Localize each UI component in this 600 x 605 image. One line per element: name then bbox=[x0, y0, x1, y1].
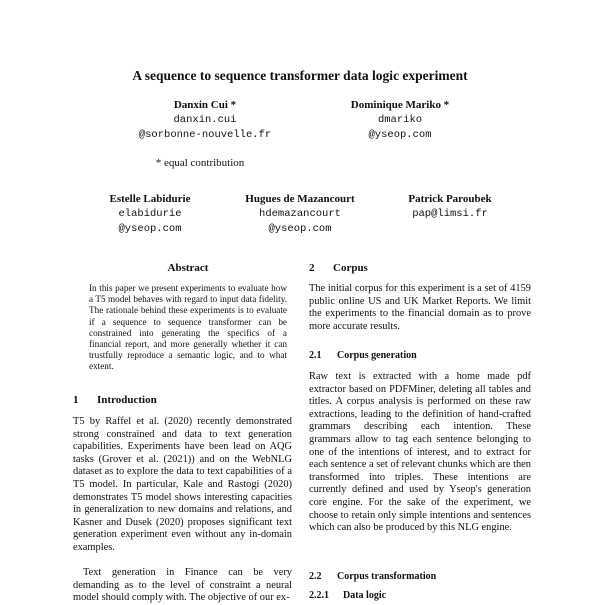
subsubsection-heading-data-logic bbox=[309, 590, 386, 601]
paper-title: A sequence to sequence transformer data logic experiment bbox=[132, 68, 468, 83]
subsection-title: Corpus generation bbox=[337, 350, 417, 361]
author-email-domain: @yseop.com bbox=[268, 223, 332, 235]
subsection-heading-corpus-transformation bbox=[309, 571, 436, 582]
equal-contribution-note: * equal contribution bbox=[155, 157, 245, 169]
section-title: Introduction bbox=[97, 394, 157, 406]
author-name: Patrick Paroubek bbox=[408, 193, 492, 205]
author-name: Danxin Cui * bbox=[173, 99, 237, 111]
intro-paragraph-2: Text generation in Finance can be very demanding as to the level of constraint a neural model should comply with. The objective of our ex- bbox=[73, 567, 292, 604]
author-name: Estelle Labidurie bbox=[109, 193, 191, 205]
author-email-domain: @sorbonne-nouvelle.fr bbox=[138, 129, 272, 141]
subsection-number: 2.1 bbox=[309, 350, 322, 361]
author-block-paroubek bbox=[385, 192, 515, 222]
author-block-cui bbox=[120, 98, 290, 143]
section-number: 1 bbox=[73, 394, 79, 406]
subsection-number: 2.2.1 bbox=[309, 590, 329, 601]
section-title: Corpus bbox=[333, 262, 368, 274]
intro-paragraph-1: T5 by Raffel et al. (2020) recently demonstrated strong constrained and data to text generation capabilities. Experiments have been lead on AQG tasks (Grover et al. (2021)) and on the WebNLG dataset as to explore the data to text capabilities of a T5 model. In particular, Kale and Rastogi (2020) demonstrates T5 model shows interesting capacities in generalization to new domains and relations, and Kasner and Dusek (2020) proposes significant text generation experiment even without any in-domain examples. bbox=[73, 416, 292, 553]
corpus-paragraph: The initial corpus for this experiment is a set of 4159 public online US and UK Market Reports. We limit the experiments to the financial domain as to prove more accurate results. bbox=[309, 283, 531, 332]
abstract-text: In this paper we present experiments to evaluate how a T5 model behaves with regard to input data fidelity. The rationale behind these experiments is to evaluate if a sequence to sequence transformer can be constrained into generating the specifics of a financial report, and more generally whether it can trustfully reproduce a semantic logic, and to what extent. bbox=[89, 283, 287, 372]
section-number: 2 bbox=[309, 262, 315, 274]
author-name: Hugues de Mazancourt bbox=[245, 193, 355, 205]
author-block-mazancourt bbox=[225, 192, 375, 237]
section-heading-introduction bbox=[73, 394, 157, 406]
author-email-domain: @yseop.com bbox=[368, 129, 432, 141]
author-email-domain: @yseop.com bbox=[118, 223, 182, 235]
subsection-number: 2.2 bbox=[309, 571, 322, 582]
subsection-heading-corpus-generation bbox=[309, 350, 417, 361]
author-block-mariko bbox=[320, 98, 480, 143]
author-email: elabidurie bbox=[118, 208, 182, 220]
author-block-labidurie bbox=[80, 192, 220, 237]
author-email: hdemazancourt bbox=[259, 208, 341, 220]
abstract-heading: Abstract bbox=[167, 262, 209, 274]
author-email: dmariko bbox=[377, 114, 423, 126]
subsection-title: Data logic bbox=[343, 590, 387, 601]
corpus-generation-paragraph: Raw text is extracted with a home made pdf extractor based on PDFMiner, deleting all tables and titles. A corpus analysis is performed on these raw extractions, leading to the definition of hand-crafted grammars describing each intention. These grammars allow to tag each sentence belonging to one of the intentions of interest, and to extract for each sentence a set of relevant chunks which are then transformed into triples. These intentions are currently defined and used by Yseop's generation core engine. For the sake of the experiment, we choose to retain only simple intentions and sentences which can also be produced by this NLG engine. bbox=[309, 371, 531, 534]
subsection-title: Corpus transformation bbox=[337, 571, 437, 582]
section-heading-corpus bbox=[309, 262, 368, 274]
author-email: danxin.cui bbox=[173, 114, 237, 126]
author-name: Dominique Mariko * bbox=[350, 99, 450, 111]
author-email: pap@limsi.fr bbox=[412, 208, 488, 220]
